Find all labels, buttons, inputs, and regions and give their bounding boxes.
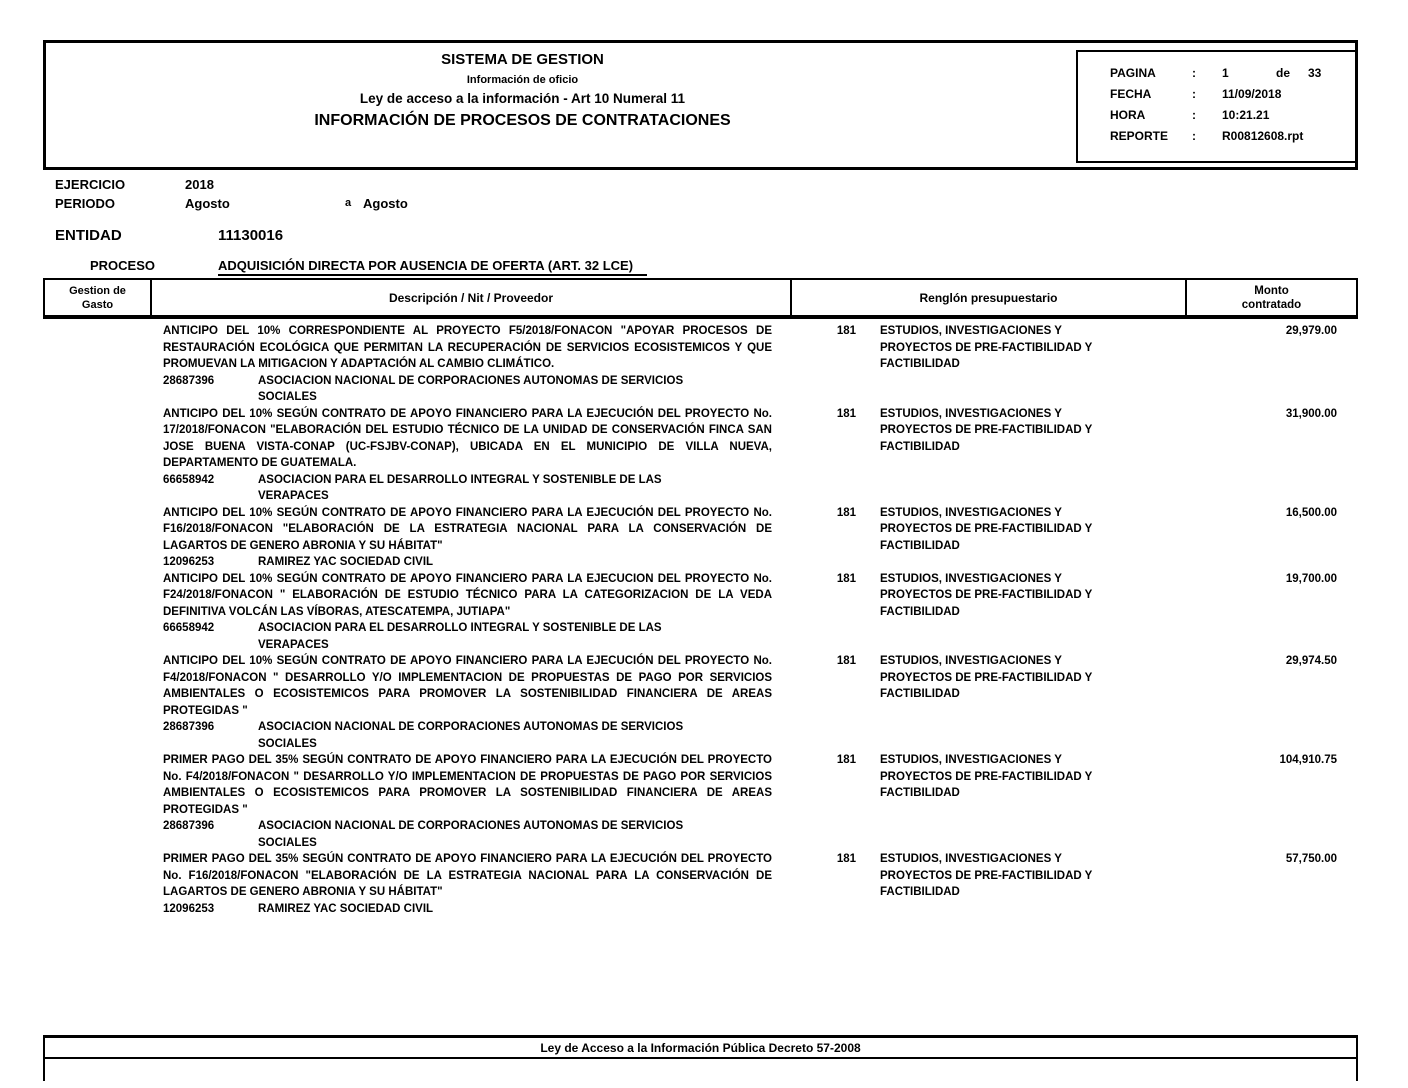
fecha-value: 11/09/2018 [1222,87,1282,101]
nit-proveedor-line [163,472,772,505]
proveedor-name: RAMIREZ YAC SOCIEDAD CIVIL [258,556,434,568]
fecha-row [1110,84,1356,105]
renglon-codigo: 181 [836,754,856,766]
renglon-codigo: 181 [836,407,856,420]
periodo-to: Agosto [363,196,408,211]
hora-colon: : [1192,108,1196,122]
table-row [43,851,1358,917]
nit-proveedor-line [163,719,772,752]
proveedor-name: ASOCIACION NACIONAL DE CORPORACIONES AUTONOMAS DE SERVICIOS SOCIALES [258,374,684,403]
periodo-label: PERIODO [55,196,115,211]
reporte-label: REPORTE [1110,129,1169,143]
reporte-row [1110,126,1356,147]
header-renglon-label: Renglón presupuestario [919,290,1058,305]
subtitle-oficio: Información de oficio [466,74,579,86]
proveedor-name: RAMIREZ YAC SOCIEDAD CIVIL [258,902,434,915]
table-row [43,571,1358,654]
reporte-value: R00812608.rpt [1222,129,1304,143]
nit-value: 28687396 [163,721,215,733]
periodo-row [55,194,408,213]
cell-descripcion [150,406,790,505]
cell-renglon [790,323,1185,373]
cell-renglon [790,505,1185,555]
header-monto [1187,280,1356,315]
header-monto-line2: contratado [1241,298,1302,311]
ejercicio-label: EJERCICIO [55,177,126,192]
cell-descripcion [150,653,790,752]
nit-proveedor-line [163,901,772,918]
nit-value: 66658942 [163,622,215,634]
table-row [43,752,1358,851]
proveedor-name: ASOCIACION NACIONAL DE CORPORACIONES AUTONOMAS DE SERVICIOS SOCIALES [258,820,684,849]
pagina-value: 1 [1222,66,1229,80]
nit-proveedor-line [163,373,772,406]
fecha-colon: : [1192,87,1196,101]
pagina-total: 33 [1308,66,1322,80]
table-header-row [43,278,1358,319]
pagina-colon: : [1192,66,1196,80]
filters-block [55,175,408,213]
table-row [43,505,1358,571]
footer-box [43,1035,1358,1081]
header-gestion-line2: Gasto [81,298,114,311]
nit-value: 28687396 [163,374,215,387]
report-title: INFORMACIÓN DE PROCESOS DE CONTRATACIONES [314,111,731,129]
descripcion-text: ANTICIPO DEL 10% SEGÚN CONTRATO DE APOYO FINANCIERO PARA LA EJECUCIÓN DEL PROYECTO No. F4/2018/FONACON " DESARROLLO Y/O IMPLEMENTACION DE PROPUESTAS DE PAGO POR SERVICIOS AMBIENTALES O ECOSISTEMICOS PARA PROMOVER LA SOSTENIBILIDAD FINANCIERA DE AREAS PROTEGIDAS " [163,655,772,717]
periodo-separator: a [345,197,352,209]
nit-proveedor-line [163,554,772,571]
contrataciones-table [43,278,1358,917]
cell-monto-contratado: 16,500.00 [1285,506,1337,519]
renglon-nombre: ESTUDIOS, INVESTIGACIONES Y PROYECTOS DE PRE-FACTIBILIDAD Y FACTIBILIDAD [880,754,1093,799]
nit-proveedor-line [163,818,772,851]
renglon-nombre: ESTUDIOS, INVESTIGACIONES Y PROYECTOS DE PRE-FACTIBILIDAD Y FACTIBILIDAD [880,407,1093,453]
descripcion-text: ANTICIPO DEL 10% SEGÚN CONTRATO DE APOYO FINANCIERO PARA LA EJECUCION DEL PROYECTO No. F24/2018/FONACON " ELABORACIÓN DE ESTUDIO TÉCNICO PARA LA CATEGORIZACION DE LA VEDA DEFINITIVA VOLCÁN LAS VÍBORAS, ATESCATEMPA, JUTIAPA" [163,572,772,618]
renglon-nombre: ESTUDIOS, INVESTIGACIONES Y PROYECTOS DE PRE-FACTIBILIDAD Y FACTIBILIDAD [880,506,1093,552]
renglon-nombre: ESTUDIOS, INVESTIGACIONES Y PROYECTOS DE PRE-FACTIBILIDAD Y FACTIBILIDAD [880,325,1093,370]
entidad-value: 11130016 [218,227,284,244]
proveedor-name: ASOCIACION PARA EL DESARROLLO INTEGRAL Y SOSTENIBLE DE LAS VERAPACES [258,622,662,651]
proceso-value: ADQUISICIÓN DIRECTA POR AUSENCIA DE OFERTA (ART. 32 LCE) [218,258,647,276]
cell-renglon [790,851,1185,901]
proveedor-name: ASOCIACION NACIONAL DE CORPORACIONES AUTONOMAS DE SERVICIOS SOCIALES [258,721,684,750]
renglon-codigo: 181 [836,325,856,337]
table-row [43,406,1358,505]
table-row [43,323,1358,406]
renglon-codigo: 181 [836,853,856,865]
descripcion-text: ANTICIPO DEL 10% SEGÚN CONTRATO DE APOYO FINANCIERO PARA LA EJECUCIÓN DEL PROYECTO No. F16/2018/FONACON "ELABORACIÓN DE LA ESTRATEGIA NACIONAL PARA LA CONSERVACIÓN DE LAGARTOS DE GENERO ABRONIA Y SU HÁBITAT" [163,506,772,552]
descripcion-text: PRIMER PAGO DEL 35% SEGÚN CONTRATO DE APOYO FINANCIERO PARA LA EJECUCIÓN DEL PROYECTO No. F16/2018/FONACON "ELABORACIÓN DE LA ESTRATEGIA NACIONAL PARA LA CONSERVACIÓN DE LAGARTOS DE GENERO ABRONIA Y SU HÁBITAT" [163,853,772,898]
cell-renglon [790,653,1185,703]
system-title: SISTEMA DE GESTION [441,51,604,68]
cell-monto-contratado: 29,979.00 [1285,325,1337,337]
hora-row [1110,105,1356,126]
table-row [43,653,1358,752]
renglon-codigo: 181 [836,572,856,585]
table-body [43,319,1358,917]
proceso-row [90,258,647,276]
descripcion-text: PRIMER PAGO DEL 35% SEGÚN CONTRATO DE APOYO FINANCIERO PARA LA EJECUCIÓN DEL PROYECTO No. F4/2018/FONACON " DESARROLLO Y/O IMPLEMENTACION DE PROPUESTAS DE PAGO POR SERVICIOS AMBIENTALES O ECOSISTEMICOS PARA PROMOVER LA SOSTENIBILIDAD FINANCIERA DE AREAS PROTEGIDAS " [163,754,772,816]
cell-descripcion [150,323,790,406]
pagina-de: de [1276,66,1291,80]
report-info-box [1076,50,1358,163]
reporte-colon: : [1192,129,1196,143]
nit-value: 12096253 [163,556,215,568]
renglon-nombre: ESTUDIOS, INVESTIGACIONES Y PROYECTOS DE PRE-FACTIBILIDAD Y FACTIBILIDAD [880,655,1093,700]
renglon-nombre: ESTUDIOS, INVESTIGACIONES Y PROYECTOS DE PRE-FACTIBILIDAD Y FACTIBILIDAD [880,853,1093,898]
nit-value: 28687396 [163,820,215,832]
cell-renglon [790,571,1185,621]
hora-label: HORA [1110,108,1146,122]
footer-legal-text: Ley de Acceso a la Información Pública Decreto 57-2008 [45,1038,1356,1059]
pagina-row [1110,63,1356,84]
periodo-from: Agosto [185,196,230,211]
ejercicio-value: 2018 [185,177,214,192]
header-monto-line1: Monto [1254,284,1289,297]
header-gestion-de-gasto [45,280,152,315]
renglon-codigo: 181 [836,506,856,519]
nit-proveedor-line [163,620,772,653]
cell-descripcion [150,851,790,917]
renglon-codigo: 181 [836,655,856,667]
proveedor-name: ASOCIACION PARA EL DESARROLLO INTEGRAL Y SOSTENIBLE DE LAS VERAPACES [258,473,662,502]
cell-renglon [790,752,1185,802]
cell-monto-contratado: 29,974.50 [1285,655,1337,667]
cell-monto-contratado: 57,750.00 [1285,853,1337,865]
cell-renglon [790,406,1185,456]
ejercicio-row [55,175,408,194]
nit-value: 66658942 [163,473,215,486]
pagina-label: PAGINA [1110,66,1156,80]
descripcion-text: ANTICIPO DEL 10% CORRESPONDIENTE AL PROYECTO F5/2018/FONACON "APOYAR PROCESOS DE RESTAURACIÓN ECOLÓGICA QUE PERMITAN LA RECUPERACIÓN DE SERVICIOS ECOSISTEMICOS Y QUE PROMUEVAN LA MITIGACION Y ADAPTACIÓN AL CAMBIO CLIMÁTICO. [163,325,772,370]
header-descripcion [152,280,792,315]
proceso-label: PROCESO [90,258,156,273]
header-descripcion-label: Descripción / Nit / Proveedor [388,290,554,305]
header-gestion-line1: Gestion de [69,284,126,297]
cell-monto-contratado: 19,700.00 [1285,572,1337,585]
cell-descripcion [150,752,790,851]
cell-descripcion [150,505,790,571]
cell-descripcion [150,571,790,654]
cell-monto-contratado: 31,900.00 [1285,407,1337,420]
report-titles [55,52,990,129]
fecha-label: FECHA [1110,87,1152,101]
renglon-nombre: ESTUDIOS, INVESTIGACIONES Y PROYECTOS DE PRE-FACTIBILIDAD Y FACTIBILIDAD [880,572,1093,618]
descripcion-text: ANTICIPO DEL 10% SEGÚN CONTRATO DE APOYO FINANCIERO PARA LA EJECUCIÓN DEL PROYECTO No. 17/2018/FONACON "ELABORACIÓN DEL ESTUDIO TÉCNICO DE LA UNIDAD DE CONSERVACIÓN FINCA SAN JOSE BUENA VISTA-CONAP (UC-FSJBV-CONAP), UBICADA EN EL MUNICIPIO DE VILLA NUEVA, DEPARTAMENTO DE GUATEMALA. [163,407,772,469]
subtitle-ley: Ley de acceso a la información - Art 10 Numeral 11 [359,91,686,106]
entidad-row [55,227,283,244]
entidad-label: ENTIDAD [55,227,122,244]
cell-monto-contratado: 104,910.75 [1279,754,1337,766]
header-renglon [792,280,1187,315]
nit-value: 12096253 [163,902,215,915]
hora-value: 10:21.21 [1222,108,1270,122]
